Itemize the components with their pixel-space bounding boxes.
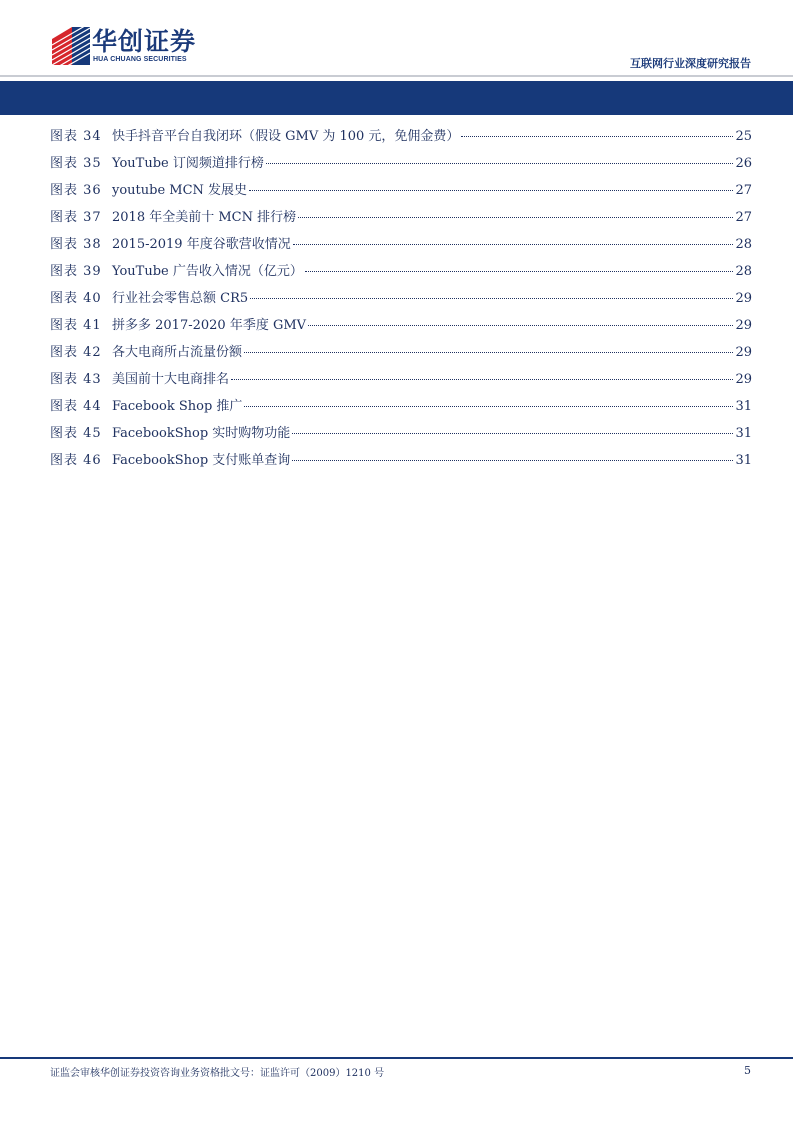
company-logo [50, 27, 210, 67]
toc-entry-page[interactable]: 28 [735, 264, 752, 279]
toc-entry-title[interactable]: FacebookShop 实时购物功能 [112, 426, 291, 441]
toc-entry-label: 图表 45 [50, 426, 102, 441]
toc-entry[interactable] [50, 126, 752, 153]
toc-entry[interactable] [50, 342, 752, 369]
toc-leader-dots [292, 432, 733, 434]
page-header [0, 0, 793, 82]
page-number: 5 [744, 1064, 751, 1077]
toc-entry-title[interactable]: YouTube 订阅频道排行榜 [112, 156, 264, 171]
toc-leader-dots [292, 459, 733, 461]
toc-leader-dots [231, 378, 733, 380]
toc-entry-page[interactable]: 26 [735, 156, 752, 171]
toc-entry-label: 图表 35 [50, 156, 102, 171]
toc-entry[interactable] [50, 288, 752, 315]
logo-chinese-name: 华创证券 [92, 27, 197, 56]
logo-english-name: HUA CHUANG SECURITIES [93, 56, 187, 63]
toc-leader-dots [461, 135, 733, 137]
toc-entry-label: 图表 42 [50, 345, 102, 360]
footer-disclaimer: 证监会审核华创证券投资咨询业务资格批文号：证监许可（2009）1210 号 [50, 1068, 385, 1079]
toc-entry-page[interactable]: 31 [735, 399, 752, 414]
toc-entry-title[interactable]: 拼多多 2017-2020 年季度 GMV [112, 318, 307, 333]
figure-index-list [50, 126, 752, 477]
report-title: 互联网行业深度研究报告 [630, 57, 751, 70]
toc-leader-dots [298, 216, 733, 218]
toc-leader-dots [308, 324, 733, 326]
toc-entry-title[interactable]: YouTube 广告收入情况（亿元） [112, 264, 303, 279]
toc-entry-label: 图表 39 [50, 264, 102, 279]
toc-entry-title[interactable]: youtube MCN 发展史 [112, 183, 248, 198]
toc-entry-title[interactable]: 2015-2019 年度谷歌营收情况 [112, 237, 291, 252]
toc-entry[interactable] [50, 180, 752, 207]
toc-entry[interactable] [50, 261, 752, 288]
header-banner [0, 81, 793, 115]
footer-divider [0, 1057, 793, 1059]
toc-entry-label: 图表 38 [50, 237, 102, 252]
toc-entry[interactable] [50, 396, 752, 423]
toc-entry-page[interactable]: 29 [735, 345, 752, 360]
toc-leader-dots [293, 243, 734, 245]
toc-entry-page[interactable]: 27 [735, 210, 752, 225]
toc-entry-label: 图表 44 [50, 399, 102, 414]
toc-entry-title[interactable]: Facebook Shop 推广 [112, 399, 243, 414]
header-divider [0, 75, 793, 77]
toc-entry-title[interactable]: 2018 年全美前十 MCN 排行榜 [112, 210, 297, 225]
toc-entry-label: 图表 36 [50, 183, 102, 198]
toc-entry-page[interactable]: 31 [735, 426, 752, 441]
toc-entry-page[interactable]: 28 [735, 237, 752, 252]
toc-entry-label: 图表 41 [50, 318, 102, 333]
toc-entry-page[interactable]: 29 [735, 372, 752, 387]
toc-leader-dots [249, 189, 733, 191]
toc-entry-page[interactable]: 25 [735, 129, 752, 144]
toc-leader-dots [250, 297, 733, 299]
toc-entry-page[interactable]: 31 [735, 453, 752, 468]
toc-entry-label: 图表 34 [50, 129, 102, 144]
toc-entry[interactable] [50, 153, 752, 180]
toc-entry[interactable] [50, 315, 752, 342]
toc-entry-page[interactable]: 29 [735, 291, 752, 306]
toc-entry-title[interactable]: 各大电商所占流量份额 [112, 345, 243, 360]
toc-leader-dots [266, 162, 734, 164]
toc-entry[interactable] [50, 369, 752, 396]
toc-entry-page[interactable]: 29 [735, 318, 752, 333]
toc-leader-dots [305, 270, 734, 272]
toc-entry[interactable] [50, 423, 752, 450]
toc-entry-label: 图表 43 [50, 372, 102, 387]
toc-entry-label: 图表 46 [50, 453, 102, 468]
toc-entry-page[interactable]: 27 [735, 183, 752, 198]
toc-entry-title[interactable]: 美国前十大电商排名 [112, 372, 230, 387]
toc-entry-title[interactable]: FacebookShop 支付账单查询 [112, 453, 291, 468]
toc-leader-dots [244, 351, 733, 353]
toc-entry[interactable] [50, 450, 752, 477]
toc-entry-label: 图表 40 [50, 291, 102, 306]
toc-entry-title[interactable]: 快手抖音平台自我闭环（假设 GMV 为 100 元，免佣金费） [112, 129, 460, 144]
toc-entry-title[interactable]: 行业社会零售总额 CR5 [112, 291, 249, 306]
toc-leader-dots [244, 405, 733, 407]
toc-entry-label: 图表 37 [50, 210, 102, 225]
toc-entry[interactable] [50, 234, 752, 261]
toc-entry[interactable] [50, 207, 752, 234]
logo-mark-icon [50, 27, 90, 65]
